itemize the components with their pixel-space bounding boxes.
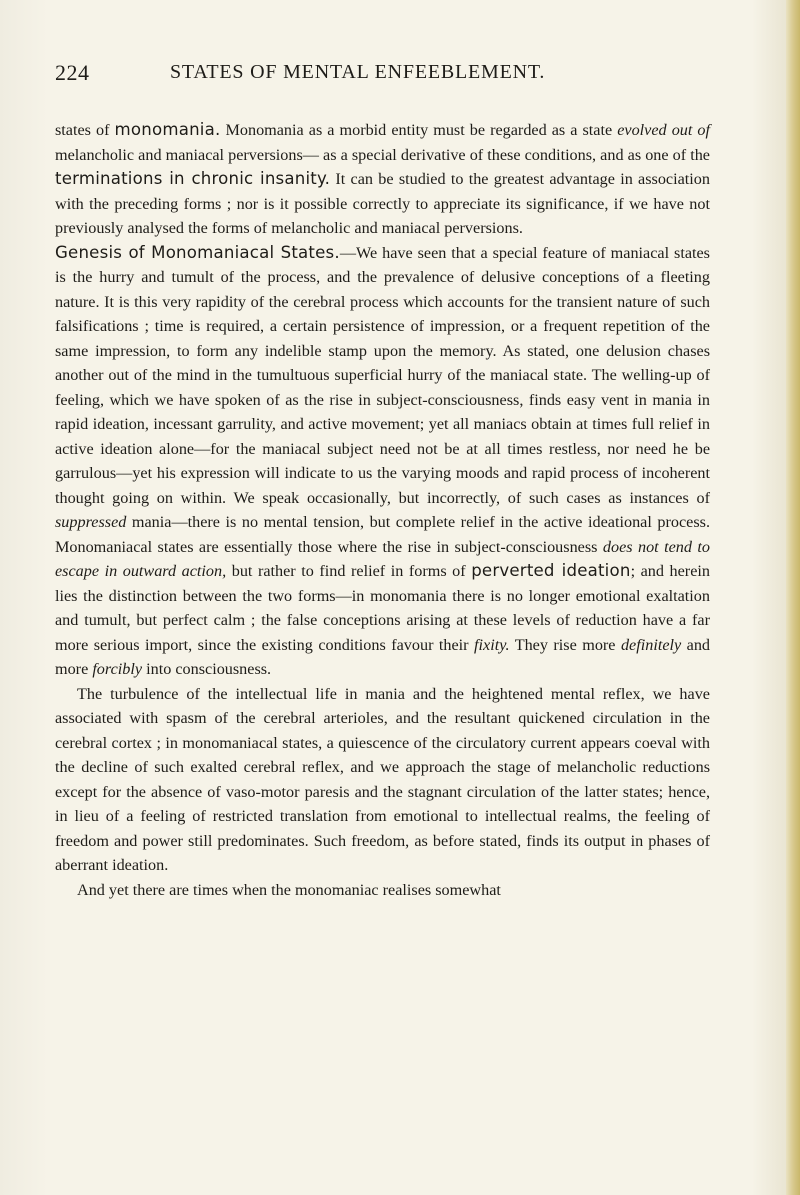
- italic-run: definitely: [620, 635, 682, 654]
- text-run: melancholic and maniacal perversions— as a special derivative of these conditions, and as one of the: [55, 145, 710, 164]
- text-run: And yet there are times when the monomaniac realises somewhat: [77, 880, 501, 899]
- italic-run: fixity.: [474, 635, 510, 654]
- text-run: —We have seen that a special feature of maniacal states is the hurry and tumult of the process, and the prevalence of delusive conceptions of a fleeting nature. It is this very rapidity of the cerebral process which accounts for the transient nature of such falsifications ; time is required, a certain persistence of impression, or a frequent repetition of the same impression, to form any indelible stamp upon the memory. As stated, one delusion chases another out of the mind in the tumultuous superficial hurry of the maniacal state. The welling-up of feeling, which we have spoken of as the rise in subject-consciousness, finds easy vent in mania in rapid ideation, incessant garrulity, and active movement; yet all maniacs obtain at times full relief in active ideation alone—for the maniacal subject need not be at all times restless, nor need he be garrulous—yet his expression will indicate to us the varying moods and rapid process of incoherent thought going on within. We speak occasionally, but incorrectly, of such cases as instances of: [55, 243, 710, 507]
- page-number: 224: [55, 60, 90, 85]
- paragraph: [55, 878, 710, 903]
- keyword-run: terminations in chronic insanity.: [55, 169, 331, 188]
- text-run: They rise more: [509, 635, 621, 654]
- italic-run: forcibly: [92, 660, 143, 678]
- paragraph: [55, 241, 710, 682]
- text-run: states of: [55, 121, 115, 139]
- running-head: STATES OF MENTAL ENFEEBLEMENT.: [170, 61, 546, 83]
- italic-run: does not tend to escape in outward action,: [55, 537, 711, 580]
- paragraph: [55, 682, 710, 878]
- text-run: but rather to find relief in forms of: [226, 562, 472, 580]
- text-run: ; and herein lies the distinction between the two forms—in monomania there is no longer emotional exaltation and tumult, but perfect calm ; the false conceptions arising at these levels of reduction have a far more serious import, since the existing conditions favour their: [55, 562, 710, 654]
- text-run: It can be studied to the greatest advantage in association with the preceding forms ; nor is it possible correctly to appreciate its significance, if we have not previously analysed the forms of melancholic and maniacal perversions.: [55, 170, 710, 237]
- body-text: [55, 118, 710, 902]
- keyword-run: Genesis of Monomaniacal States.: [55, 242, 340, 262]
- paragraph: [55, 118, 710, 241]
- keyword-run: monomania.: [114, 120, 221, 139]
- text-run: and more: [55, 635, 711, 678]
- keyword-run: perverted ideation: [471, 561, 631, 580]
- text-run: mania—there is no mental tension, but complete relief in the active ideational process. Monomaniacal states are essentially those where the rise in subject-consciousness: [55, 513, 710, 556]
- page-edge: [786, 0, 800, 1195]
- text-run: Monomania as a morbid entity must be regarded as a state: [220, 121, 618, 139]
- text-run: into consciousness.: [142, 660, 272, 678]
- italic-run: evolved out of: [617, 121, 711, 139]
- text-run: The turbulence of the intellectual life in mania and the heightened mental reflex, we have associated with spasm of the cerebral arterioles, and the resultant quickened circulation in the cerebral cortex ; in monomaniacal states, a quiescence of the circulatory current appears coeval with the decline of such exalted cerebral reflex, and we approach the stage of melancholic reductions except for the absence of vaso-motor paresis and the stagnant circulation of the latter states; hence, in lieu of a feeling of restricted translation from emotional to intellectual realms, the feeling of freedom and power still predominates. Such freedom, as before stated, finds its output in phases of aberrant ideation.: [55, 684, 710, 874]
- page-header: [55, 60, 715, 86]
- italic-run: suppressed: [55, 513, 127, 531]
